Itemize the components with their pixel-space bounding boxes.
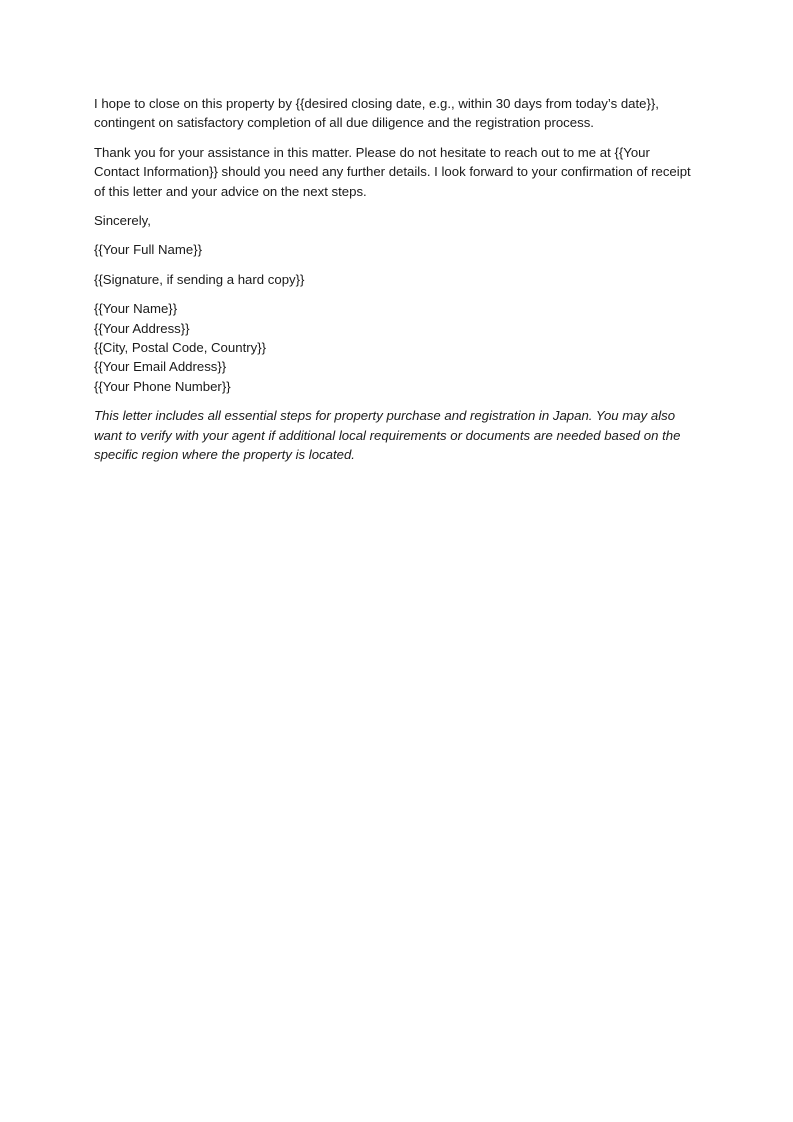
- salutation: Sincerely,: [94, 213, 151, 229]
- signature-placeholder: {{Signature, if sending a hard copy}}: [94, 271, 305, 287]
- sender-city-line: {{City, Postal Code, Country}}: [94, 340, 267, 356]
- sender-contact-block: [94, 299, 697, 396]
- full-name-placeholder: {{Your Full Name}}: [94, 242, 203, 258]
- sender-address-line: {{Your Address}}: [94, 320, 190, 336]
- closing-note: This letter includes all essential steps for property purchase and registration in Japan. You may also want to verify with your agent if additional local requirements or documents are needed based on the specific region where the property is located.: [94, 408, 681, 463]
- sender-phone-line: {{Your Phone Number}}: [94, 378, 231, 394]
- sender-name-line: {{Your Name}}: [94, 301, 178, 317]
- thanks-paragraph: Thank you for your assistance in this matter. Please do not hesitate to reach out to me at {{Your Contact Information}} should you need any further details. I look forward to your confirmation of receipt of this letter and your advice on the next steps.: [94, 144, 691, 199]
- sender-email-line: {{Your Email Address}}: [94, 359, 227, 375]
- closing-date-paragraph: I hope to close on this property by {{desired closing date, e.g., within 30 days from today’s date}}, contingent on satisfactory completion of all due diligence and the registration process.: [94, 96, 659, 131]
